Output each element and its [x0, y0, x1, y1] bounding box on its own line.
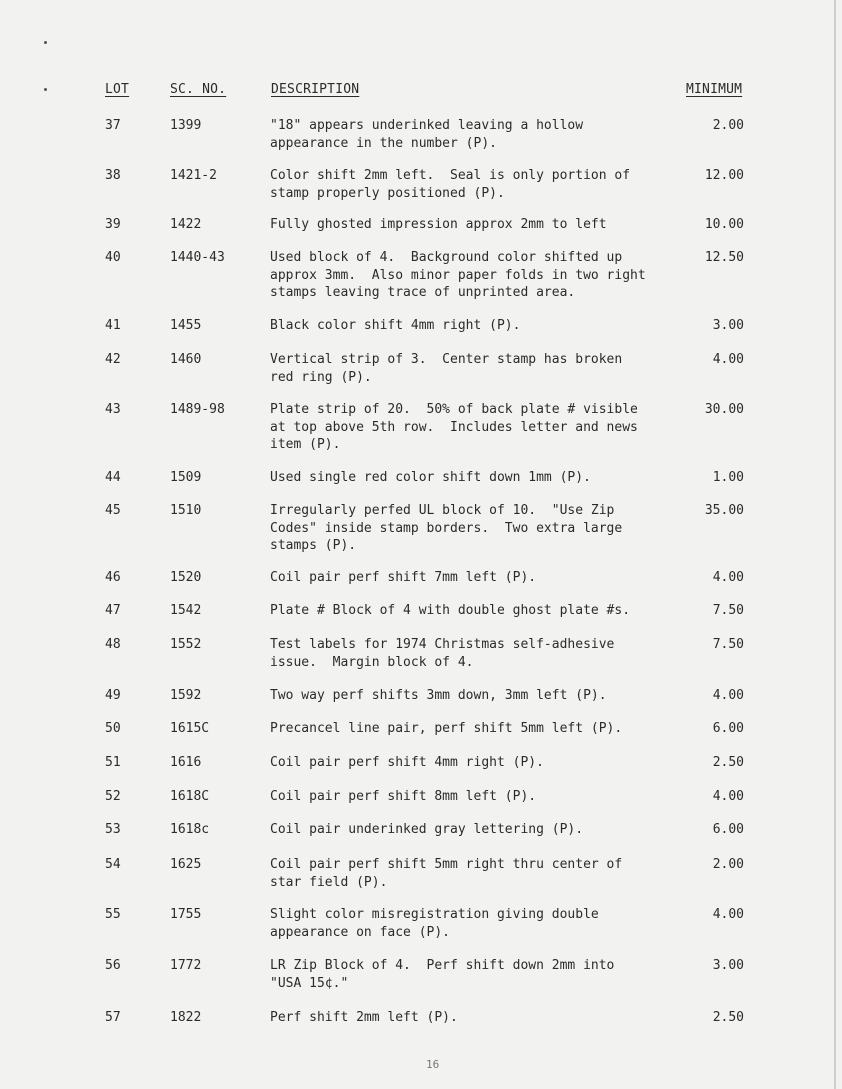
lot-description — [270, 788, 680, 806]
minimum-bid: 35.00 — [704, 503, 744, 518]
description-line: Two way perf shifts 3mm down, 3mm left (P). — [270, 688, 607, 703]
lot-number: 41 — [105, 318, 121, 333]
page-edge-shadow — [834, 0, 836, 1089]
lot-number: 52 — [105, 789, 121, 804]
minimum-bid: 12.50 — [704, 250, 744, 265]
lot-description — [270, 351, 680, 386]
lot-number: 57 — [105, 1010, 121, 1025]
minimum-bid: 1.00 — [712, 470, 744, 485]
lot-number: 55 — [105, 907, 121, 922]
scott-number: 1615C — [170, 721, 210, 736]
minimum-bid: 4.00 — [712, 907, 744, 922]
lot-description — [270, 502, 680, 555]
lot-description — [270, 469, 680, 487]
lot-description — [270, 1009, 680, 1027]
minimum-bid: 30.00 — [704, 402, 744, 417]
lot-description — [270, 401, 680, 454]
minimum-bid: 12.00 — [704, 168, 744, 183]
scott-number: 1616 — [170, 755, 202, 770]
description-line: "18" appears underinked leaving a hollow — [270, 118, 584, 133]
description-line: Precancel line pair, perf shift 5mm left (P). — [270, 721, 623, 736]
description-line: Coil pair perf shift 8mm left (P). — [270, 789, 537, 804]
scott-number: 1592 — [170, 688, 202, 703]
scott-number: 1520 — [170, 570, 202, 585]
description-line: Used block of 4. Background color shifted up — [270, 250, 623, 265]
lot-number: 51 — [105, 755, 121, 770]
lot-description — [270, 216, 680, 234]
description-line: LR Zip Block of 4. Perf shift down 2mm into — [270, 958, 615, 973]
description-line: Irregularly perfed UL block of 10. "Use Zip — [270, 503, 615, 518]
minimum-bid: 2.50 — [712, 755, 744, 770]
scott-number: 1421-2 — [170, 168, 217, 183]
lot-description — [270, 687, 680, 705]
scott-number: 1489-98 — [170, 402, 225, 417]
lot-description — [270, 720, 680, 738]
lot-number: 45 — [105, 503, 121, 518]
scott-number: 1772 — [170, 958, 202, 973]
lot-number: 44 — [105, 470, 121, 485]
description-line: stamps (P). — [270, 538, 357, 553]
description-line: Perf shift 2mm left (P). — [270, 1010, 458, 1025]
minimum-bid: 7.50 — [712, 603, 744, 618]
minimum-bid: 4.00 — [712, 688, 744, 703]
lot-number: 54 — [105, 857, 121, 872]
scott-number: 1510 — [170, 503, 202, 518]
description-line: at top above 5th row. Includes letter and news — [270, 419, 638, 435]
minimum-bid: 4.00 — [712, 789, 744, 804]
scott-number: 1822 — [170, 1010, 202, 1025]
description-line: Coil pair perf shift 5mm right thru center of — [270, 857, 623, 872]
description-line: Black color shift 4mm right (P). — [270, 318, 521, 333]
description-line: Fully ghosted impression approx 2mm to left — [270, 217, 607, 232]
lot-number: 50 — [105, 721, 121, 736]
lot-number: 39 — [105, 217, 121, 232]
lot-description — [270, 317, 680, 335]
description-line: Coil pair perf shift 4mm right (P). — [270, 755, 544, 770]
lot-description — [270, 906, 680, 941]
lot-description — [270, 957, 680, 992]
minimum-bid: 10.00 — [704, 217, 744, 232]
scott-number: 1422 — [170, 217, 202, 232]
scott-number: 1460 — [170, 352, 202, 367]
description-line: Color shift 2mm left. Seal is only portion of — [270, 168, 631, 183]
lot-number: 48 — [105, 637, 121, 652]
scott-number: 1552 — [170, 637, 202, 652]
header-minimum: MINIMUM — [686, 82, 743, 97]
lot-number: 42 — [105, 352, 121, 367]
minimum-bid: 3.00 — [712, 318, 744, 333]
scott-number: 1618c — [170, 822, 210, 837]
lot-number: 38 — [105, 168, 121, 183]
description-line: red ring (P). — [270, 369, 372, 385]
description-line: Coil pair underinked gray lettering (P). — [270, 822, 584, 837]
page-number: 16 — [426, 1058, 440, 1071]
lot-number: 47 — [105, 603, 121, 618]
description-line: star field (P). — [270, 874, 388, 890]
minimum-bid: 3.00 — [712, 958, 744, 973]
minimum-bid: 2.00 — [712, 118, 744, 133]
description-line: Plate # Block of 4 with double ghost plate #s. — [270, 603, 631, 618]
lot-number: 37 — [105, 118, 121, 133]
description-line: Codes" inside stamp borders. Two extra large — [270, 520, 623, 536]
scott-number: 1618C — [170, 789, 210, 804]
description-line: Vertical strip of 3. Center stamp has broken — [270, 352, 623, 367]
paper-speck — [44, 88, 47, 91]
description-line: Slight color misregistration giving double — [270, 907, 599, 922]
minimum-bid: 2.00 — [712, 857, 744, 872]
lot-description — [270, 117, 680, 152]
description-line: appearance in the number (P). — [270, 135, 497, 151]
header-lot: LOT — [105, 82, 130, 97]
minimum-bid: 7.50 — [712, 637, 744, 652]
minimum-bid: 4.00 — [712, 352, 744, 367]
description-line: Plate strip of 20. 50% of back plate # visible — [270, 402, 638, 417]
lot-number: 40 — [105, 250, 121, 265]
lot-description — [270, 569, 680, 587]
lot-description — [270, 167, 680, 202]
minimum-bid: 6.00 — [712, 822, 744, 837]
minimum-bid: 4.00 — [712, 570, 744, 585]
description-line: item (P). — [270, 437, 341, 452]
scott-number: 1625 — [170, 857, 202, 872]
header-sc-no: SC. NO. — [170, 82, 227, 97]
lot-number: 56 — [105, 958, 121, 973]
scott-number: 1542 — [170, 603, 202, 618]
description-line: "USA 15¢." — [270, 975, 349, 991]
lot-description — [270, 856, 680, 891]
scott-number: 1509 — [170, 470, 202, 485]
description-line: stamps leaving trace of unprinted area. — [270, 285, 576, 300]
description-line: Test labels for 1974 Christmas self-adhesive — [270, 637, 615, 652]
description-line: Coil pair perf shift 7mm left (P). — [270, 570, 537, 585]
lot-description — [270, 249, 680, 302]
paper-speck — [44, 41, 47, 44]
scott-number: 1755 — [170, 907, 202, 922]
minimum-bid: 6.00 — [712, 721, 744, 736]
scott-number: 1399 — [170, 118, 202, 133]
lot-number: 49 — [105, 688, 121, 703]
header-description: DESCRIPTION — [271, 82, 360, 97]
minimum-bid: 2.50 — [712, 1010, 744, 1025]
lot-description — [270, 754, 680, 772]
lot-description — [270, 636, 680, 671]
lot-number: 46 — [105, 570, 121, 585]
description-line: stamp properly positioned (P). — [270, 185, 505, 201]
lot-number: 43 — [105, 402, 121, 417]
lot-description — [270, 821, 680, 839]
description-line: Used single red color shift down 1mm (P). — [270, 470, 591, 485]
lot-number: 53 — [105, 822, 121, 837]
description-line: approx 3mm. Also minor paper folds in two right — [270, 267, 646, 283]
scott-number: 1440-43 — [170, 250, 225, 265]
description-line: issue. Margin block of 4. — [270, 654, 474, 670]
scott-number: 1455 — [170, 318, 202, 333]
lot-description — [270, 602, 680, 620]
description-line: appearance on face (P). — [270, 924, 451, 940]
